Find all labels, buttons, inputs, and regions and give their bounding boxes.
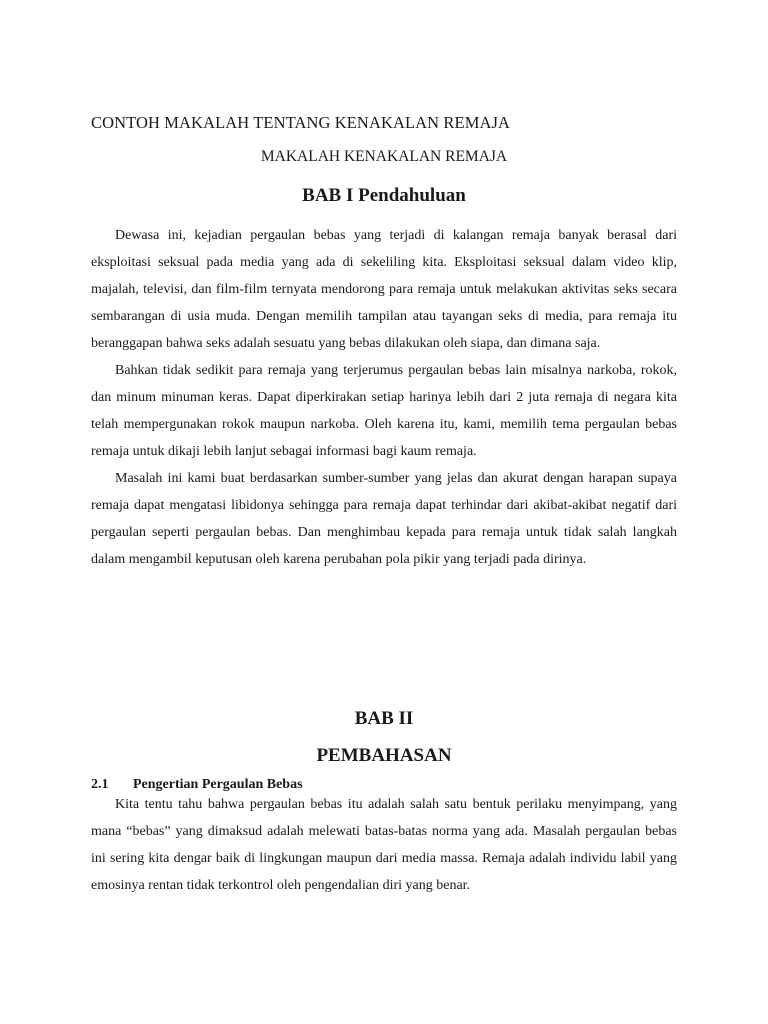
document-title: CONTOH MAKALAH TENTANG KENAKALAN REMAJA — [91, 113, 511, 132]
chapter-2-heading: BAB II — [354, 708, 414, 729]
paragraph: Masalah ini kami buat berdasarkan sumber-sumber yang jelas dan akurat dengan harapan supaya remaja dapat mengatasi libidonya sehingga para remaja dapat terhindar dari akibat-akibat negatif dari pergaulan seperti pergaulan bebas. Dan menghimbau kepada para remaja untuk tidak salah langkah dalam mengambil keputusan oleh karena perubahan pola pikir yang terjadi pada dirinya. — [91, 471, 677, 567]
document-subtitle: MAKALAH KENAKALAN REMAJA — [260, 148, 508, 165]
section-number: 2.1 — [91, 777, 109, 792]
section-title: Pengertian Pergaulan Bebas — [133, 777, 303, 792]
chapter-2-subheading: PEMBAHASAN — [316, 745, 452, 766]
section-body — [91, 791, 677, 899]
chapter-1-body — [91, 222, 677, 573]
paragraph: Bahkan tidak sedikit para remaja yang terjerumus pergaulan bebas lain misalnya narkoba, rokok, dan minum minuman keras. Dapat diperkirakan setiap harinya lebih dari 2 juta remaja di negara kita telah mempergunakan rokok maupun narkoba. Oleh karena itu, kami, memilih tema pergaulan bebas remaja untuk dikaji lebih lanjut sebagai informasi bagi kaum remaja. — [91, 363, 677, 459]
paragraph: Kita tentu tahu bahwa pergaulan bebas itu adalah salah satu bentuk perilaku menyimpang, yang mana “bebas” yang dimaksud adalah melewati batas-batas norma yang ada. Masalah pergaulan bebas ini sering kita dengar baik di lingkungan maupun dari media massa. Remaja adalah individu labil yang emosinya rentan tidak terkontrol oleh pengendalian diri yang benar. — [91, 797, 677, 893]
chapter-1-heading: BAB I Pendahuluan — [302, 185, 466, 206]
paragraph: Dewasa ini, kejadian pergaulan bebas yang terjadi di kalangan remaja banyak berasal dari eksploitasi seksual pada media yang ada di sekeliling kita. Eksploitasi seksual dalam video klip, majalah, televisi, dan film-film ternyata mendorong para remaja untuk melakukan aktivitas seks secara sembarangan di usia muda. Dengan memilih tampilan atau tayangan seks di media, para remaja itu beranggapan bahwa seks adalah sesuatu yang bebas dilakukan oleh siapa, dan dimana saja. — [91, 228, 677, 351]
